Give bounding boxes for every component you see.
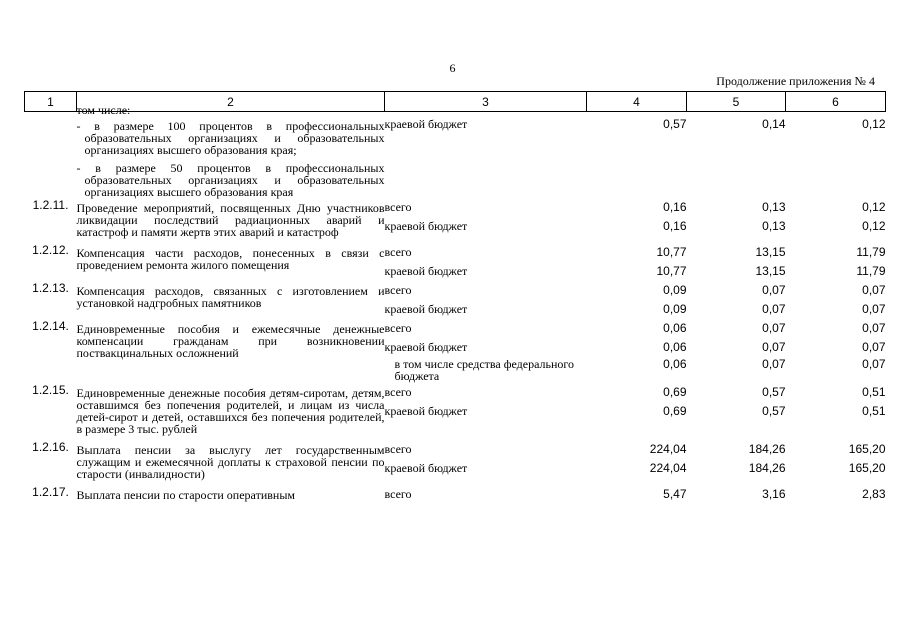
item-description: Единовременные денежные пособия детям-сиротам, детям, оставшимся без попечения родителей, и лицам из числа детей-сирот и детей, оставшихся без попечения родителей, в размере 3 тыс. рублей [76,386,385,436]
item-number: 1.2.13. [32,281,69,295]
value-col5: 184,26 [748,442,786,456]
funding-source-cell [385,112,587,199]
item-number: 1.2.12. [32,243,69,257]
value-col5: 0,07 [762,340,786,354]
value-col5: 0,57 [762,385,786,399]
funding-source: всего [384,487,412,501]
item-description-cell [77,319,385,383]
funding-source: всего [384,245,412,259]
item-description-cell [77,440,385,485]
value-col4: 10,77 [656,245,687,259]
value-col5: 0,07 [762,357,786,371]
item-description-cell [77,243,385,281]
value-col6-cell [786,281,886,319]
funding-source: всего [384,442,412,456]
item-description: Проведение мероприятий, посвященных Дню участников ликвидации последствий радиационных аварий и катастроф и памяти жертв этих аварий и катастроф [76,201,385,239]
column-header: 3 [385,92,587,112]
value-col4: 0,06 [663,340,687,354]
funding-source: краевой бюджет [384,461,468,475]
value-col5: 3,16 [762,487,786,501]
value-col4: 224,04 [649,461,687,475]
value-col6: 0,12 [862,117,886,131]
value-col4-cell [587,440,687,485]
funding-source-cell [385,243,587,281]
value-col4: 5,47 [663,487,687,501]
value-col5-cell [687,112,786,199]
value-col6: 0,07 [862,321,886,335]
table-row [25,440,886,485]
value-col6: 0,07 [862,340,886,354]
column-header: 4 [587,92,687,112]
continuation-note: Продолжение приложения № 4 [716,74,875,88]
funding-source-cell [385,281,587,319]
item-number: 1.2.14. [32,319,69,333]
item-description-bullet: - в размере 50 процентов в профессиональных образовательных организациях и образовательных организациях высшего образования края [76,161,385,199]
value-col6: 0,07 [862,283,886,297]
table-row [25,319,886,383]
value-col6-cell [786,198,886,243]
funding-source: краевой бюджет [384,117,468,131]
item-description: Выплата пенсии за выслугу лет государственным служащим и ежемесячной доплаты к страховой пенсии по старости (инвалидности) [76,443,385,481]
value-col5-cell [687,440,786,485]
table-row [25,112,886,199]
value-col5-cell [687,243,786,281]
funding-source: краевой бюджет [384,340,468,354]
value-col4-cell [587,243,687,281]
value-col4: 0,16 [663,200,687,214]
table-row [25,485,886,506]
item-number: 1.2.17. [32,485,69,499]
funding-source: в том числе средства федерального бюджета [394,357,575,383]
value-col4: 10,77 [656,264,687,278]
item-number: 1.2.11. [32,198,69,212]
value-col5-cell [687,319,786,383]
program-table [24,91,886,506]
table-row [25,243,886,281]
value-col6-cell [786,440,886,485]
column-header: 1 [25,92,77,112]
funding-source-cell [385,440,587,485]
value-col5: 0,07 [762,302,786,316]
table-row [25,281,886,319]
funding-source: краевой бюджет [384,404,468,418]
item-description-cell [76,103,385,199]
value-col4: 0,09 [663,302,687,316]
value-col5: 13,15 [755,264,786,278]
value-col5-cell [687,281,786,319]
value-col6: 2,83 [862,487,886,501]
item-description-cell [77,281,385,319]
value-col4: 0,06 [663,357,687,371]
item-description: Компенсация части расходов, понесенных в связи с проведением ремонта жилого помещения [76,246,385,272]
funding-source: всего [384,385,412,399]
item-description: Единовременные пособия и ежемесячные денежные компенсации гражданам при возникновении поствакцинальных осложнений [76,322,385,360]
value-col6: 11,79 [856,245,886,259]
value-col6-cell [786,319,886,383]
funding-source: всего [384,321,412,335]
value-col4: 0,16 [663,219,687,233]
value-col6-cell [786,243,886,281]
column-header: 6 [786,92,886,112]
table-row [25,383,886,440]
value-col6: 0,51 [862,404,886,418]
value-col5: 184,26 [748,461,786,475]
value-col4-cell [587,319,687,383]
funding-source-cell [385,383,587,440]
value-col5-cell [687,198,786,243]
value-col5: 0,14 [762,117,786,131]
value-col5: 0,57 [762,404,786,418]
value-col6: 165,20 [848,461,886,475]
value-col4: 0,57 [663,117,687,131]
item-number: 1.2.15. [32,383,69,397]
page-number: 6 [449,61,456,75]
value-col5: 13,15 [755,245,786,259]
column-header: 5 [687,92,786,112]
value-col6: 11,79 [856,264,886,278]
column-header: 2 [77,92,385,112]
value-col4: 0,06 [663,321,687,335]
value-col4-cell [587,112,687,199]
item-description: Компенсация расходов, связанных с изготовлением и установкой надгробных памятников [76,284,385,310]
value-col6: 0,51 [862,385,886,399]
value-col6-cell [786,383,886,440]
value-col4: 0,69 [663,404,687,418]
value-col4: 0,69 [663,385,687,399]
funding-source-cell [385,198,587,243]
value-col5: 0,07 [762,283,786,297]
value-col5-cell [687,485,786,506]
item-description-lead: том числе: [76,103,131,117]
value-col4-cell [587,198,687,243]
funding-source: краевой бюджет [384,219,468,233]
table-row [25,198,886,243]
value-col6: 0,12 [862,219,886,233]
funding-source: краевой бюджет [384,302,468,316]
value-col6: 165,20 [848,442,886,456]
value-col6: 0,07 [862,302,886,316]
funding-source: краевой бюджет [384,264,468,278]
item-description-bullet: - в размере 100 процентов в профессиональных образовательных организациях и образовательных организациях высшего образования края; [76,119,385,157]
value-col6-cell [786,485,886,506]
funding-source-cell [385,485,587,506]
value-col4: 224,04 [649,442,687,456]
item-description-cell [77,383,385,440]
value-col5: 0,07 [762,321,786,335]
value-col6: 0,12 [862,200,886,214]
value-col5-cell [687,383,786,440]
value-col6-cell [786,112,886,199]
value-col4-cell [587,281,687,319]
item-number [25,112,77,199]
value-col4-cell [587,485,687,506]
item-description-cell [77,485,385,506]
funding-source: всего [384,200,412,214]
item-number: 1.2.16. [32,440,69,454]
item-description-cell [77,198,385,243]
value-col4: 0,09 [663,283,687,297]
item-description: Выплата пенсии по старости оперативным [76,488,295,502]
funding-source: всего [384,283,412,297]
value-col6: 0,07 [862,357,886,371]
value-col5: 0,13 [762,200,786,214]
funding-source-cell [385,319,587,383]
value-col4-cell [587,383,687,440]
value-col5: 0,13 [762,219,786,233]
